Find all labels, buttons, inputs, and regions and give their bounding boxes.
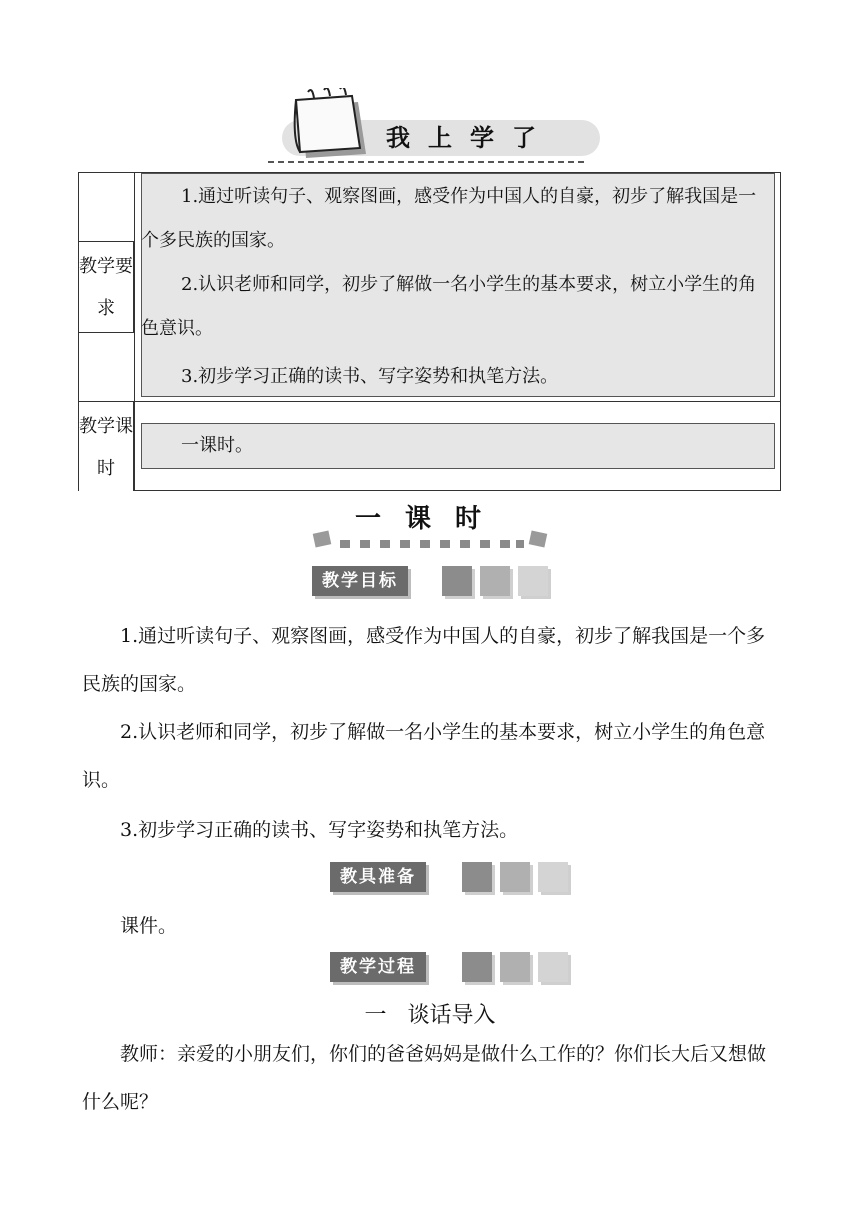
requirements-label: 教学要求 bbox=[79, 241, 134, 333]
teaching-aids-text: 课件。 bbox=[120, 915, 178, 937]
goal-item: 3.初步学习正确的读书、写字姿势和执笔方法。 bbox=[120, 819, 519, 841]
step-one-heading: 一 谈话导入 bbox=[364, 1003, 496, 1028]
goal-item: 1.通过听读句子、观察图画，感受作为中国人的自豪，初步了解我国是一个多民族的国家。 bbox=[82, 625, 766, 695]
divider-ornament bbox=[310, 528, 550, 554]
requirement-item: 1.通过听读句子、观察图画，感受作为中国人的自豪，初步了解我国是一个多民族的国家。 bbox=[141, 186, 757, 251]
step-one-text: 教师：亲爱的小朋友们，你们的爸爸妈妈是做什么工作的？你们长大后又想做什么呢？ bbox=[82, 1043, 767, 1113]
requirements-table bbox=[78, 172, 781, 491]
requirement-item: 3.初步学习正确的读书、写字姿势和执笔方法。 bbox=[181, 366, 559, 387]
teaching-aids-label: 教具准备 bbox=[330, 862, 426, 892]
teaching-process-banner bbox=[330, 952, 570, 986]
requirement-item: 2.认识老师和同学，初步了解做一名小学生的基本要求，树立小学生的角色意识。 bbox=[141, 274, 757, 339]
lesson-header bbox=[262, 88, 602, 168]
goal-item: 2.认识老师和同学，初步了解做一名小学生的基本要求，树立小学生的角色意识。 bbox=[82, 721, 766, 791]
class-hours-value: 一课时。 bbox=[181, 435, 253, 456]
teaching-goals-banner bbox=[312, 566, 552, 600]
class-hours-label: 教学课时 bbox=[79, 401, 134, 491]
class-title: 一课时 bbox=[354, 504, 505, 534]
teaching-process-label: 教学过程 bbox=[330, 952, 426, 982]
teaching-goals-label: 教学目标 bbox=[312, 566, 408, 596]
teaching-aids-banner bbox=[330, 862, 570, 896]
lesson-title: 我上学了 bbox=[386, 124, 554, 152]
